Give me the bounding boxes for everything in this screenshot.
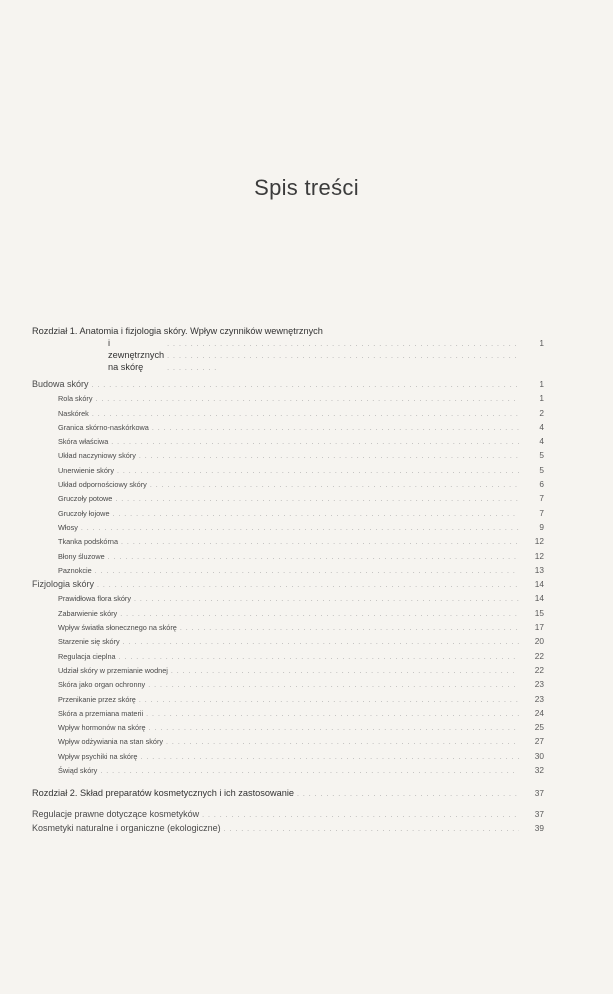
- toc-entry[interactable]: [32, 549, 544, 563]
- toc-entry[interactable]: [32, 563, 544, 577]
- page-number: 20: [534, 636, 544, 647]
- page-number: 1: [539, 379, 544, 389]
- page-number: 1: [539, 338, 544, 348]
- page-number: 24: [534, 707, 544, 718]
- toc-label: Układ naczyniowy skóry: [58, 451, 136, 461]
- toc-label: Przenikanie przez skórę: [58, 694, 136, 704]
- page-number: 9: [539, 521, 544, 532]
- toc-fizjologia-list: [32, 591, 544, 777]
- page-number: 14: [534, 593, 544, 604]
- page-title: Spis treści: [254, 174, 359, 200]
- toc-label: Rola skóry: [58, 394, 93, 404]
- toc-label: Rozdział 2. Skład preparatów kosmetycznych i ich zastosowanie: [32, 788, 294, 799]
- page-number: 39: [534, 822, 544, 833]
- table-of-contents: [32, 325, 544, 835]
- toc-section-fizjologia[interactable]: [32, 577, 544, 591]
- page-number: 13: [534, 564, 544, 575]
- toc-entry[interactable]: [32, 406, 544, 420]
- toc-entry[interactable]: [32, 634, 544, 648]
- page-number: 23: [534, 693, 544, 704]
- toc-label: Wpływ hormonów na skórę: [58, 723, 146, 733]
- page-number: 2: [539, 407, 544, 418]
- toc-label: Błony śluzowe: [58, 551, 105, 561]
- toc-entry[interactable]: [32, 620, 544, 634]
- toc-label: Kosmetyki naturalne i organiczne (ekologiczne): [32, 822, 221, 833]
- toc-entry[interactable]: [32, 506, 544, 520]
- toc-label: Tkanka podskórna: [58, 537, 119, 547]
- toc-label: Gruczoły potowe: [58, 494, 113, 504]
- toc-chapter-2-list: [32, 807, 544, 836]
- dot-leader: [224, 823, 519, 837]
- page-number: 1: [539, 393, 544, 404]
- page-number: 32: [534, 765, 544, 776]
- page-number: 7: [539, 493, 544, 504]
- page-number: 37: [534, 808, 544, 819]
- page-number: 15: [534, 607, 544, 618]
- page-number: 22: [534, 664, 544, 675]
- toc-label: Wpływ odżywiania na stan skóry: [58, 737, 164, 747]
- toc-chapter-2[interactable]: [32, 786, 544, 800]
- toc-label: Gruczoły łojowe: [58, 508, 110, 518]
- toc-entry[interactable]: [32, 520, 544, 534]
- toc-entry[interactable]: [32, 420, 544, 434]
- toc-label: Regulacje prawne dotyczące kosmetyków: [32, 808, 200, 819]
- toc-entry[interactable]: [32, 434, 544, 448]
- page-number: 25: [534, 722, 544, 733]
- chapter-1-title-line1: Rozdział 1. Anatomia i fizjologia skóry. Wpływ czynników wewnętrznych: [32, 326, 323, 336]
- toc-label: Skóra jako organ ochronny: [58, 680, 146, 690]
- toc-label: Włosy: [58, 522, 78, 532]
- toc-entry[interactable]: [32, 491, 544, 505]
- toc-entry[interactable]: [32, 463, 544, 477]
- page-number: 5: [539, 464, 544, 475]
- page-number: 17: [534, 622, 544, 633]
- toc-label: Wpływ światła słonecznego na skórę: [58, 623, 177, 633]
- toc-entry[interactable]: [32, 649, 544, 663]
- chapter-1-title-line2: i zewnętrznych na skórę: [108, 338, 165, 372]
- page-number: 6: [539, 479, 544, 490]
- toc-entry[interactable]: [32, 391, 544, 405]
- page-number: 14: [534, 579, 544, 590]
- toc-entry[interactable]: [32, 677, 544, 691]
- page-number: 30: [534, 750, 544, 761]
- toc-label: Unerwienie skóry: [58, 465, 114, 475]
- toc-label: Zabarwienie skóry: [58, 608, 118, 618]
- toc-entry[interactable]: [32, 749, 544, 763]
- toc-label: Naskórek: [58, 408, 89, 418]
- toc-label: Udział skóry w przemianie wodnej: [58, 665, 168, 675]
- page-number: 37: [534, 788, 544, 799]
- toc-label: Prawidłowa flora skóry: [58, 594, 131, 604]
- dot-leader: [100, 765, 519, 779]
- toc-entry[interactable]: [32, 821, 544, 835]
- page-number: 23: [534, 679, 544, 690]
- page-number: 7: [539, 507, 544, 518]
- dot-leader: [167, 339, 519, 375]
- toc-entry[interactable]: [32, 448, 544, 462]
- toc-label: Regulacja cieplna: [58, 651, 116, 661]
- toc-label: Skóra a przemiana materii: [58, 708, 144, 718]
- dot-leader: [297, 788, 519, 802]
- toc-entry[interactable]: [32, 807, 544, 821]
- toc-label: Układ odpornościowy skóry: [58, 480, 147, 490]
- toc-entry[interactable]: [32, 720, 544, 734]
- toc-label: Budowa skóry: [32, 379, 89, 389]
- toc-chapter-1[interactable]: [32, 325, 544, 375]
- page-number: 12: [534, 536, 544, 547]
- toc-entry[interactable]: [32, 606, 544, 620]
- toc-entry[interactable]: [32, 763, 544, 777]
- toc-entry[interactable]: [32, 591, 544, 605]
- toc-entry[interactable]: [32, 706, 544, 720]
- toc-label: Paznokcie: [58, 565, 92, 575]
- toc-label: Świąd skóry: [58, 766, 98, 776]
- toc-entry[interactable]: [32, 734, 544, 748]
- toc-label: Starzenie się skóry: [58, 637, 120, 647]
- toc-section-budowa[interactable]: [32, 377, 544, 391]
- toc-entry[interactable]: [32, 477, 544, 491]
- toc-label: Wpływ psychiki na skórę: [58, 751, 138, 761]
- toc-budowa-list: [32, 391, 544, 577]
- page-number: 4: [539, 421, 544, 432]
- toc-label: Skóra właściwa: [58, 437, 109, 447]
- toc-label: Fizjologia skóry: [32, 579, 95, 590]
- toc-entry[interactable]: [32, 692, 544, 706]
- page-number: 4: [539, 436, 544, 447]
- page-number: 12: [534, 550, 544, 561]
- toc-entry[interactable]: [32, 663, 544, 677]
- page-number: 22: [534, 650, 544, 661]
- chapter-1-title-line2-row: [32, 337, 544, 375]
- page-number: 27: [534, 736, 544, 747]
- toc-entry[interactable]: [32, 534, 544, 548]
- page-number: 5: [539, 450, 544, 461]
- toc-label: Granica skórno-naskórkowa: [58, 422, 149, 432]
